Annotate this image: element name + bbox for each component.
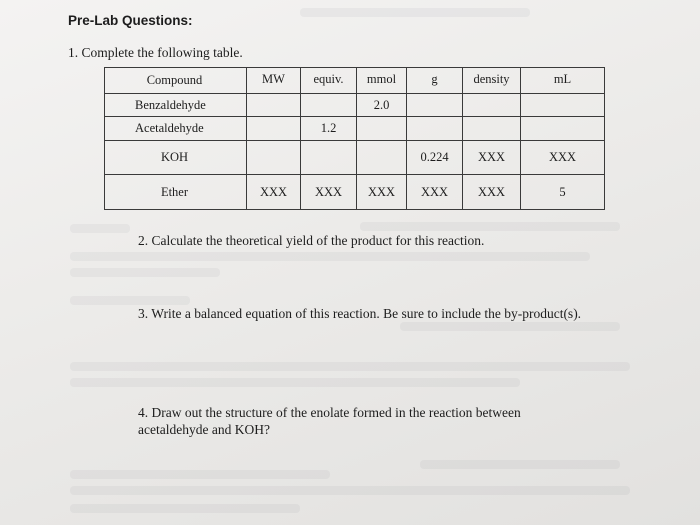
cell-mmol[interactable] <box>357 141 407 175</box>
cell-g: XXX <box>407 175 463 210</box>
cell-ml[interactable] <box>521 117 605 141</box>
table-row <box>105 141 605 175</box>
cell-compound: Acetaldehyde <box>105 117 247 141</box>
question-3: 3. Write a balanced equation of this reaction. Be sure to include the by-product(s). <box>138 306 582 321</box>
cell-g[interactable] <box>407 117 463 141</box>
cell-mmol: XXX <box>357 175 407 210</box>
question-1: 1. Complete the following table. <box>68 45 243 60</box>
cell-density[interactable] <box>463 117 521 141</box>
cell-compound: KOH <box>105 141 247 175</box>
question-4: 4. Draw out the structure of the enolate formed in the reaction between acetaldehyde and KOH? <box>138 405 521 437</box>
cell-mw: XXX <box>247 175 301 210</box>
cell-ml[interactable] <box>521 94 605 117</box>
header-g: g <box>407 68 463 94</box>
header-mmol: mmol <box>357 68 407 94</box>
cell-compound: Ether <box>105 175 247 210</box>
cell-ml: XXX <box>521 141 605 175</box>
cell-mw[interactable] <box>247 117 301 141</box>
cell-ml: 5 <box>521 175 605 210</box>
header-compound: Compound <box>105 68 247 94</box>
question-2: 2. Calculate the theoretical yield of the product for this reaction. <box>138 233 485 248</box>
cell-density: XXX <box>463 141 521 175</box>
header-mw: MW <box>247 68 301 94</box>
cell-density[interactable] <box>463 94 521 117</box>
cell-g[interactable] <box>407 94 463 117</box>
cell-equiv: XXX <box>301 175 357 210</box>
table-row <box>105 94 605 117</box>
cell-mw[interactable] <box>247 94 301 117</box>
page-title: Pre-Lab Questions: <box>68 13 193 28</box>
table-row <box>105 175 605 210</box>
cell-g: 0.224 <box>407 141 463 175</box>
header-ml: mL <box>521 68 605 94</box>
cell-compound: Benzaldehyde <box>105 94 247 117</box>
table-row <box>105 117 605 141</box>
cell-equiv: 1.2 <box>301 117 357 141</box>
cell-density: XXX <box>463 175 521 210</box>
cell-mw[interactable] <box>247 141 301 175</box>
reagent-table <box>104 67 605 210</box>
header-density: density <box>463 68 521 94</box>
cell-equiv[interactable] <box>301 141 357 175</box>
cell-mmol: 2.0 <box>357 94 407 117</box>
header-equiv: equiv. <box>301 68 357 94</box>
table-header-row <box>105 68 605 94</box>
cell-equiv[interactable] <box>301 94 357 117</box>
cell-mmol[interactable] <box>357 117 407 141</box>
